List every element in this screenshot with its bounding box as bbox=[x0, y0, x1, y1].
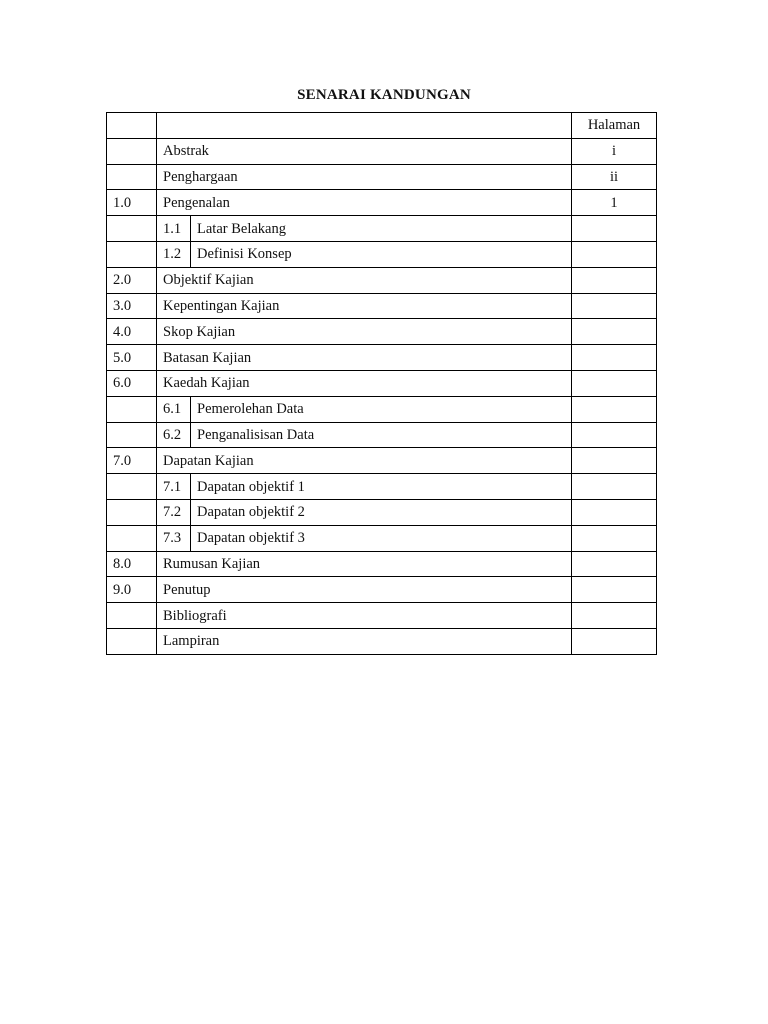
page-number bbox=[572, 474, 657, 500]
section-title: Rumusan Kajian bbox=[157, 551, 572, 577]
section-number: 2.0 bbox=[107, 267, 157, 293]
table-row bbox=[107, 628, 657, 654]
page-number bbox=[572, 241, 657, 267]
subsection-number: 1.2 bbox=[157, 241, 191, 267]
page-number: i bbox=[572, 138, 657, 164]
section-number bbox=[107, 396, 157, 422]
table-of-contents bbox=[106, 112, 657, 655]
table-row bbox=[107, 396, 657, 422]
page-number bbox=[572, 577, 657, 603]
toc-header-row bbox=[107, 113, 657, 139]
table-row bbox=[107, 474, 657, 500]
section-number bbox=[107, 525, 157, 551]
table-row bbox=[107, 577, 657, 603]
table-row bbox=[107, 525, 657, 551]
page-number bbox=[572, 267, 657, 293]
section-number bbox=[107, 499, 157, 525]
subsection-title: Definisi Konsep bbox=[191, 241, 572, 267]
page-number bbox=[572, 551, 657, 577]
subsection-title: Dapatan objektif 3 bbox=[191, 525, 572, 551]
table-row bbox=[107, 267, 657, 293]
section-title: Kaedah Kajian bbox=[157, 370, 572, 396]
section-title: Skop Kajian bbox=[157, 319, 572, 345]
table-row bbox=[107, 603, 657, 629]
subsection-title: Dapatan objektif 2 bbox=[191, 499, 572, 525]
table-row bbox=[107, 499, 657, 525]
page-number bbox=[572, 293, 657, 319]
subsection-number: 6.1 bbox=[157, 396, 191, 422]
table-row bbox=[107, 293, 657, 319]
page-number: 1 bbox=[572, 190, 657, 216]
page-number bbox=[572, 628, 657, 654]
section-title: Penutup bbox=[157, 577, 572, 603]
page-number bbox=[572, 525, 657, 551]
section-number bbox=[107, 216, 157, 242]
page-number bbox=[572, 448, 657, 474]
table-row bbox=[107, 370, 657, 396]
section-title: Lampiran bbox=[157, 628, 572, 654]
section-number bbox=[107, 603, 157, 629]
section-title: Kepentingan Kajian bbox=[157, 293, 572, 319]
table-row bbox=[107, 216, 657, 242]
subsection-number: 7.2 bbox=[157, 499, 191, 525]
page-number bbox=[572, 603, 657, 629]
section-number bbox=[107, 422, 157, 448]
section-number bbox=[107, 474, 157, 500]
subsection-number: 7.3 bbox=[157, 525, 191, 551]
page-column-header: Halaman bbox=[572, 113, 657, 139]
section-title: Abstrak bbox=[157, 138, 572, 164]
page-number bbox=[572, 216, 657, 242]
section-title: Dapatan Kajian bbox=[157, 448, 572, 474]
table-row bbox=[107, 164, 657, 190]
page-number bbox=[572, 319, 657, 345]
subsection-title: Dapatan objektif 1 bbox=[191, 474, 572, 500]
table-row bbox=[107, 345, 657, 371]
table-row bbox=[107, 422, 657, 448]
section-number bbox=[107, 113, 157, 139]
page-number: ii bbox=[572, 164, 657, 190]
section-number bbox=[107, 628, 157, 654]
section-title: Penghargaan bbox=[157, 164, 572, 190]
toc-body bbox=[107, 113, 657, 655]
document-title: SENARAI KANDUNGAN bbox=[297, 87, 471, 103]
table-row bbox=[107, 319, 657, 345]
section-number: 1.0 bbox=[107, 190, 157, 216]
section-number: 5.0 bbox=[107, 345, 157, 371]
section-number bbox=[107, 138, 157, 164]
section-title: Bibliografi bbox=[157, 603, 572, 629]
page-number bbox=[572, 370, 657, 396]
section-number: 6.0 bbox=[107, 370, 157, 396]
subsection-number: 7.1 bbox=[157, 474, 191, 500]
table-row bbox=[107, 241, 657, 267]
subsection-number: 6.2 bbox=[157, 422, 191, 448]
page-number bbox=[572, 499, 657, 525]
subsection-title: Latar Belakang bbox=[191, 216, 572, 242]
subsection-number: 1.1 bbox=[157, 216, 191, 242]
table-row bbox=[107, 551, 657, 577]
section-title: Batasan Kajian bbox=[157, 345, 572, 371]
section-title: Pengenalan bbox=[157, 190, 572, 216]
section-number: 3.0 bbox=[107, 293, 157, 319]
table-row bbox=[107, 448, 657, 474]
page-number bbox=[572, 345, 657, 371]
section-number: 7.0 bbox=[107, 448, 157, 474]
section-number bbox=[107, 241, 157, 267]
toc-header-blank bbox=[157, 113, 572, 139]
section-number bbox=[107, 164, 157, 190]
section-number: 9.0 bbox=[107, 577, 157, 603]
subsection-title: Pemerolehan Data bbox=[191, 396, 572, 422]
page-number bbox=[572, 422, 657, 448]
subsection-title: Penganalisisan Data bbox=[191, 422, 572, 448]
section-title: Objektif Kajian bbox=[157, 267, 572, 293]
section-number: 4.0 bbox=[107, 319, 157, 345]
page-number bbox=[572, 396, 657, 422]
table-row bbox=[107, 190, 657, 216]
table-row bbox=[107, 138, 657, 164]
section-number: 8.0 bbox=[107, 551, 157, 577]
